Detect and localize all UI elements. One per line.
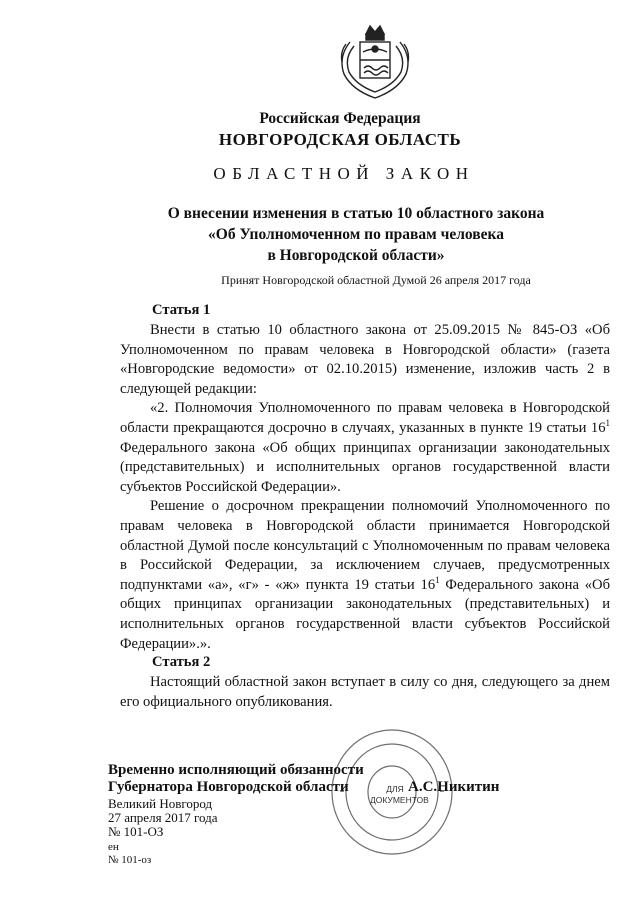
registry-number: № 101-оз [108, 854, 152, 866]
place-date-block [108, 797, 218, 839]
paragraph-text: «2. Полномочия Уполномоченного по правам человека в Новгородской области прекращаются досрочно в случаях, указанных в пункте 19 статьи 16 [120, 400, 610, 436]
signature-block [108, 762, 364, 796]
law-number: № 101-ОЗ [108, 824, 164, 839]
law-title-line: в Новгородской области» [267, 247, 445, 264]
article-1-quoted-paragraph [120, 399, 610, 497]
executor-block [108, 841, 151, 867]
law-title-line: О внесении изменения в статью 10 областного закона [167, 205, 545, 222]
signatory-position-line: Губернатора Новгородской области [108, 779, 349, 795]
stamp-text-line: ДЛЯ [386, 784, 404, 794]
country-name: Российская Федерация [259, 110, 421, 127]
city: Великий Новгород [108, 796, 213, 811]
law-type: ОБЛАСТНОЙ ЗАКОН [213, 164, 475, 183]
adoption-note: Принят Новгородской областной Думой 26 апреля 2017 года [221, 273, 531, 287]
paragraph-text: Решение о досрочном прекращении полномочий Уполномоченного по правам человека в Новгородской области принимается Новгородской областной Думой после консультаций с Уполномоченным по правам человека в Российской Федерации, за исключением случаев, предусмотренных подпунктами «а», «г» - «ж» пункта 19 статьи 16 [120, 498, 610, 593]
executor-initials: ен [108, 841, 119, 853]
article-2-body [120, 673, 610, 712]
article-1-decision-paragraph [120, 497, 610, 654]
novgorod-coat-of-arms-icon [330, 12, 420, 104]
paragraph-text: Федерального закона «Об общих принципах организации законодательных (представительных) и исполнительных органов государственной власти субъектов Российской Федерации».». [120, 576, 610, 652]
article-1-paragraph: Внести в статью 10 областного закона от 25.09.2015 № 845-ОЗ «Об Уполномоченном по правам человека в Новгородской области» (газета «Новгородские ведомости» от 02.10.2015) изменение, изложив часть 2 в следующей редакции: [120, 322, 610, 397]
paragraph-text: Федерального закона «Об общих принципах организации законодательных (представительных) и исполнительных органов государственной власти субъектов Российской Федерации». [120, 439, 610, 495]
signatory-name: А.С.Никитин [408, 779, 500, 795]
article-2-heading: Статья 2 [152, 654, 211, 670]
signing-date: 27 апреля 2017 года [108, 810, 218, 825]
stamp-text-line: ДОКУМЕНТОВ [370, 795, 429, 805]
law-title-line: «Об Уполномоченном по правам человека [208, 226, 504, 243]
article-2-paragraph: Настоящий областной закон вступает в силу со дня, следующего за днем его официального опубликования. [120, 674, 610, 710]
footnote-superscript: 1 [435, 574, 440, 585]
footnote-superscript: 1 [605, 418, 610, 429]
signatory-position-line: Временно исполняющий обязанности [108, 762, 364, 778]
article-1-body [120, 321, 610, 654]
law-title [36, 203, 640, 266]
article-1-heading: Статья 1 [152, 302, 211, 318]
region-name: НОВГОРОДСКАЯ ОБЛАСТЬ [218, 130, 462, 149]
